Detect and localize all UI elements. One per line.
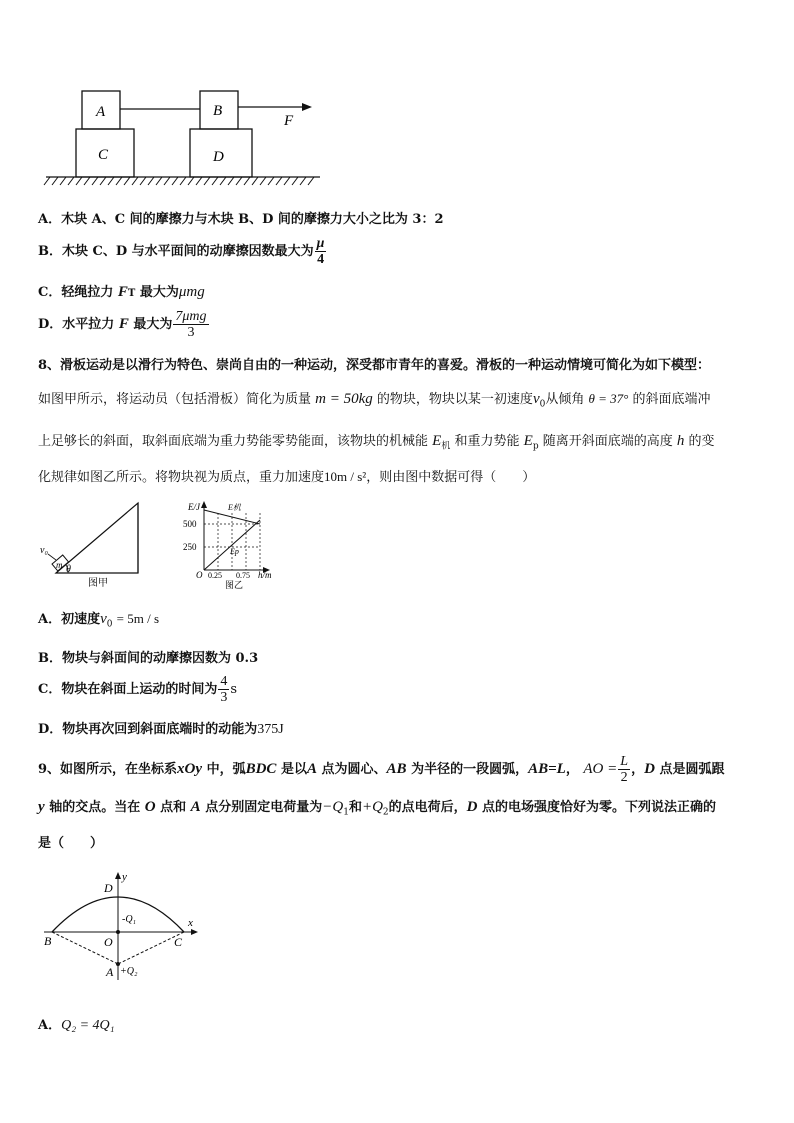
y-axis-label: E/J (188, 502, 200, 512)
q7-option-a: A．木块 A、C 间的摩擦力与木块 B、D 间的摩擦力大小之比为 3：2 (38, 212, 444, 227)
q8-option-c: C．物块在斜面上运动的时间为 $\frac{4}{3}$ s (38, 674, 238, 705)
blocks-figure (40, 85, 330, 190)
label-b: B (213, 103, 223, 119)
incline-figure (38, 498, 148, 590)
x-axis-label: h/m (258, 570, 272, 580)
charge-q1: -Q₁ (122, 914, 137, 925)
label-f: F (284, 113, 294, 129)
point-o: O (104, 935, 113, 949)
m-label: m (56, 560, 63, 570)
q8-line-1: 8、滑板运动是以滑行为特色、崇尚自由的一种运动，深受都市青年的喜爱。滑板的一种运动情境可简化为如下模型： (38, 358, 711, 373)
caption-jia: 图甲 (88, 578, 108, 589)
q7-option-b: B．木块 C、D 与水平面间的动摩擦因数最大为 $\frac{\mu}{4}$ (38, 236, 325, 267)
ep-label: Ep (230, 547, 239, 556)
label-d: D (213, 149, 224, 165)
q8-line-4: 化规律如图乙所示。将物块视为质点，重力加速度10m / s²，则由图中数据可得（ ） (38, 469, 536, 485)
q8-line-3: 上足够长的斜面，取斜面底端为重力势能零势能面，该物块的机械能 $E_机$ 和重力势能 $E_p$ 随离开斜面底端的高度 h 的变 (38, 433, 715, 452)
v0-label: v₀ (40, 545, 48, 556)
q8-option-d: D．物块再次回到斜面底端时的动能为375J (38, 722, 284, 737)
q7-option-c: C．轻绳拉力 FT 最大为μmg (38, 284, 205, 300)
q8-option-a: A．初速度$v_0 = 5m / s$ (38, 611, 160, 630)
theta-label: θ (66, 564, 71, 575)
energy-graph (178, 498, 288, 590)
q9-line-3: 是（ ） (38, 836, 104, 851)
ytick-250: 250 (183, 542, 197, 552)
q9-line-2: y 轴的交点。当在 O 点和 A 点分别固定电荷量为$-Q_1$和$+Q_2$的点电荷后，D 点的电场强度恰好为零。下列说法正确的 (38, 799, 717, 818)
arc-figure (38, 868, 208, 990)
xtick-025: 0.25 (208, 571, 222, 580)
ytick-500: 500 (183, 519, 197, 529)
point-d: D (104, 881, 113, 895)
q8-option-b: B．物块与斜面间的动摩擦因数为 0.3 (38, 651, 259, 666)
label-a: A (96, 104, 106, 120)
fraction: $\frac{\mu}{4}$ (316, 236, 325, 267)
xtick-075: 0.75 (236, 571, 250, 580)
y-axis-label: y (122, 871, 127, 883)
x-axis-label: x (188, 917, 193, 929)
origin-label: O (196, 570, 203, 580)
caption-yi: 图乙 (225, 580, 244, 590)
label-c: C (98, 147, 109, 163)
q9-option-a: A．Q₂ = 4Q₁ (38, 1018, 115, 1033)
charge-q2: +Q₂ (120, 966, 138, 977)
q9-line-1: 9、如图所示，在坐标系xOy 中，弧BDC 是以A 点为圆心、AB 为半径的一段圆弧，AB=L， AO = $\frac{L}{2}$ ，D 点是圆弧跟 (38, 754, 725, 785)
e-mech-label: E机 (228, 503, 241, 512)
point-a: A (106, 965, 114, 979)
q8-line-2: 如图甲所示，将运动员（包括滑板）简化为质量 m = 50kg 的物块，物块以某一初速度$v_0$从倾角 θ = 37° 的斜面底端冲 (38, 391, 711, 410)
q7-option-d: D．水平拉力 F 最大为 $\frac{\text{7μmg}}{3}$ (38, 309, 207, 340)
point-c: C (174, 935, 183, 949)
point-b: B (44, 934, 52, 948)
